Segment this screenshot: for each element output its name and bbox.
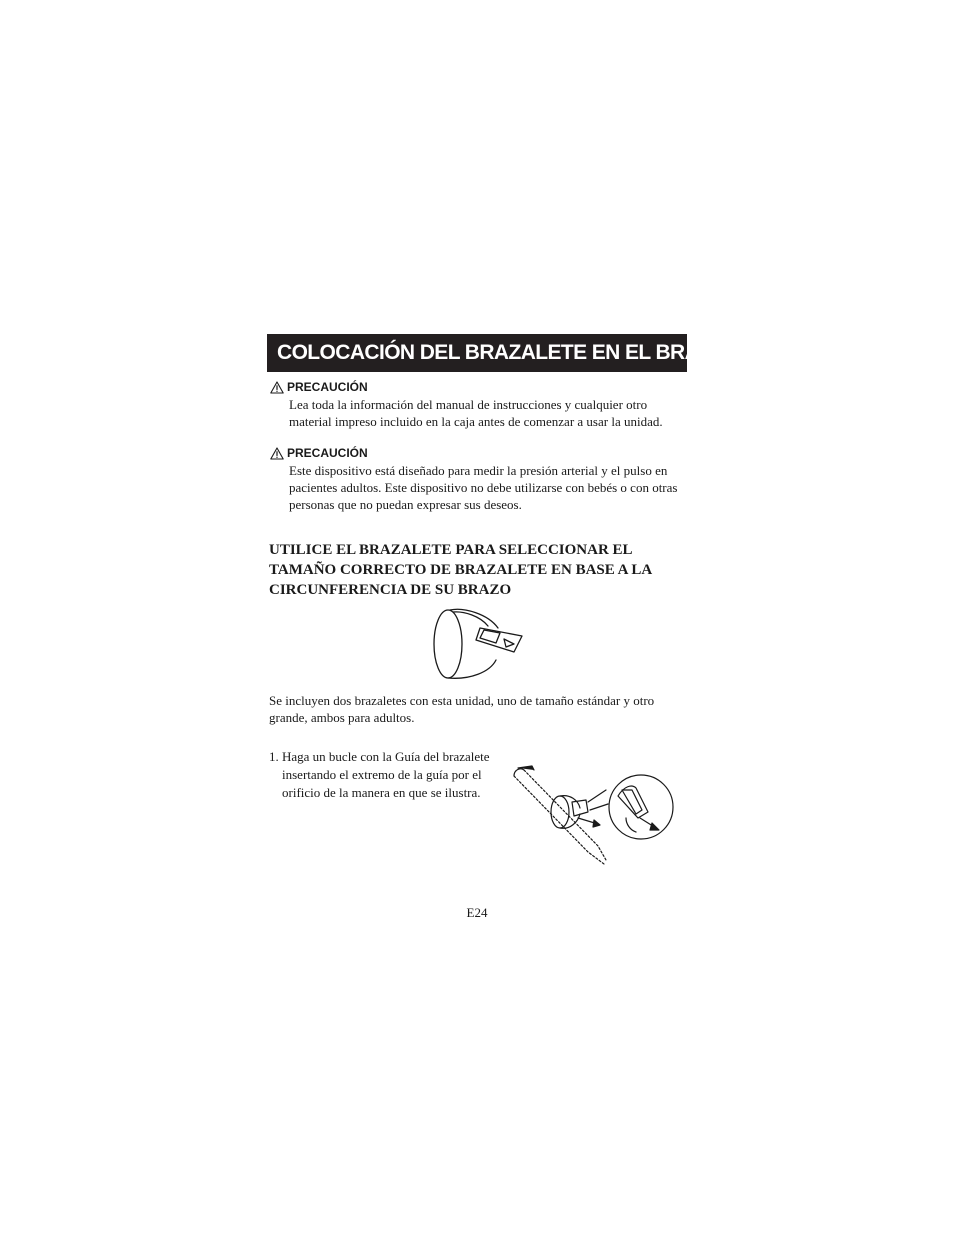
subheading: UTILICE EL BRAZALETE PARA SELECCIONAR EL TAMAÑO CORRECTO DE BRAZALETE EN BASE A LA CIRCUNFERENCIA DE SU BRAZO (269, 542, 652, 598)
caution-text: Este dispositivo está diseñado para medir la presión arterial y el pulso en pacientes adultos. Este dispositivo no debe utilizarse con bebés o con otras personas que no puedan expresar sus deseos. (289, 463, 678, 512)
step-number: 1. (269, 749, 279, 764)
page-number: E24 (466, 905, 488, 920)
warning-triangle-icon (270, 381, 284, 394)
step-1 (269, 748, 494, 802)
caution-label: PRECAUCIÓN (287, 380, 368, 394)
section-title-bar (267, 334, 728, 372)
step-text: Haga un bucle con la Guía del brazalete insertando el extremo de la guía por el orificio de la manera en que se ilustra. (282, 749, 490, 800)
intro-paragraph: Se incluyen dos brazaletes con esta unidad, uno de tamaño estándar y otro grande, ambos para adultos. (269, 693, 655, 725)
section-title: COLOCACIÓN DEL BRAZALETE EN EL BRAZO (277, 341, 728, 364)
caution-header (270, 380, 690, 394)
caution-header (270, 446, 690, 460)
warning-triangle-icon (270, 447, 284, 460)
cuff-guide-illustration (508, 760, 678, 870)
caution-text: Lea toda la información del manual de instrucciones y cualquier otro material impreso incluido en la caja antes de comenzar a usar la unidad. (289, 397, 663, 429)
caution-label: PRECAUCIÓN (287, 446, 368, 460)
caution-block-2 (270, 446, 690, 513)
cuff-illustration (430, 606, 526, 682)
caution-block-1 (270, 380, 690, 430)
